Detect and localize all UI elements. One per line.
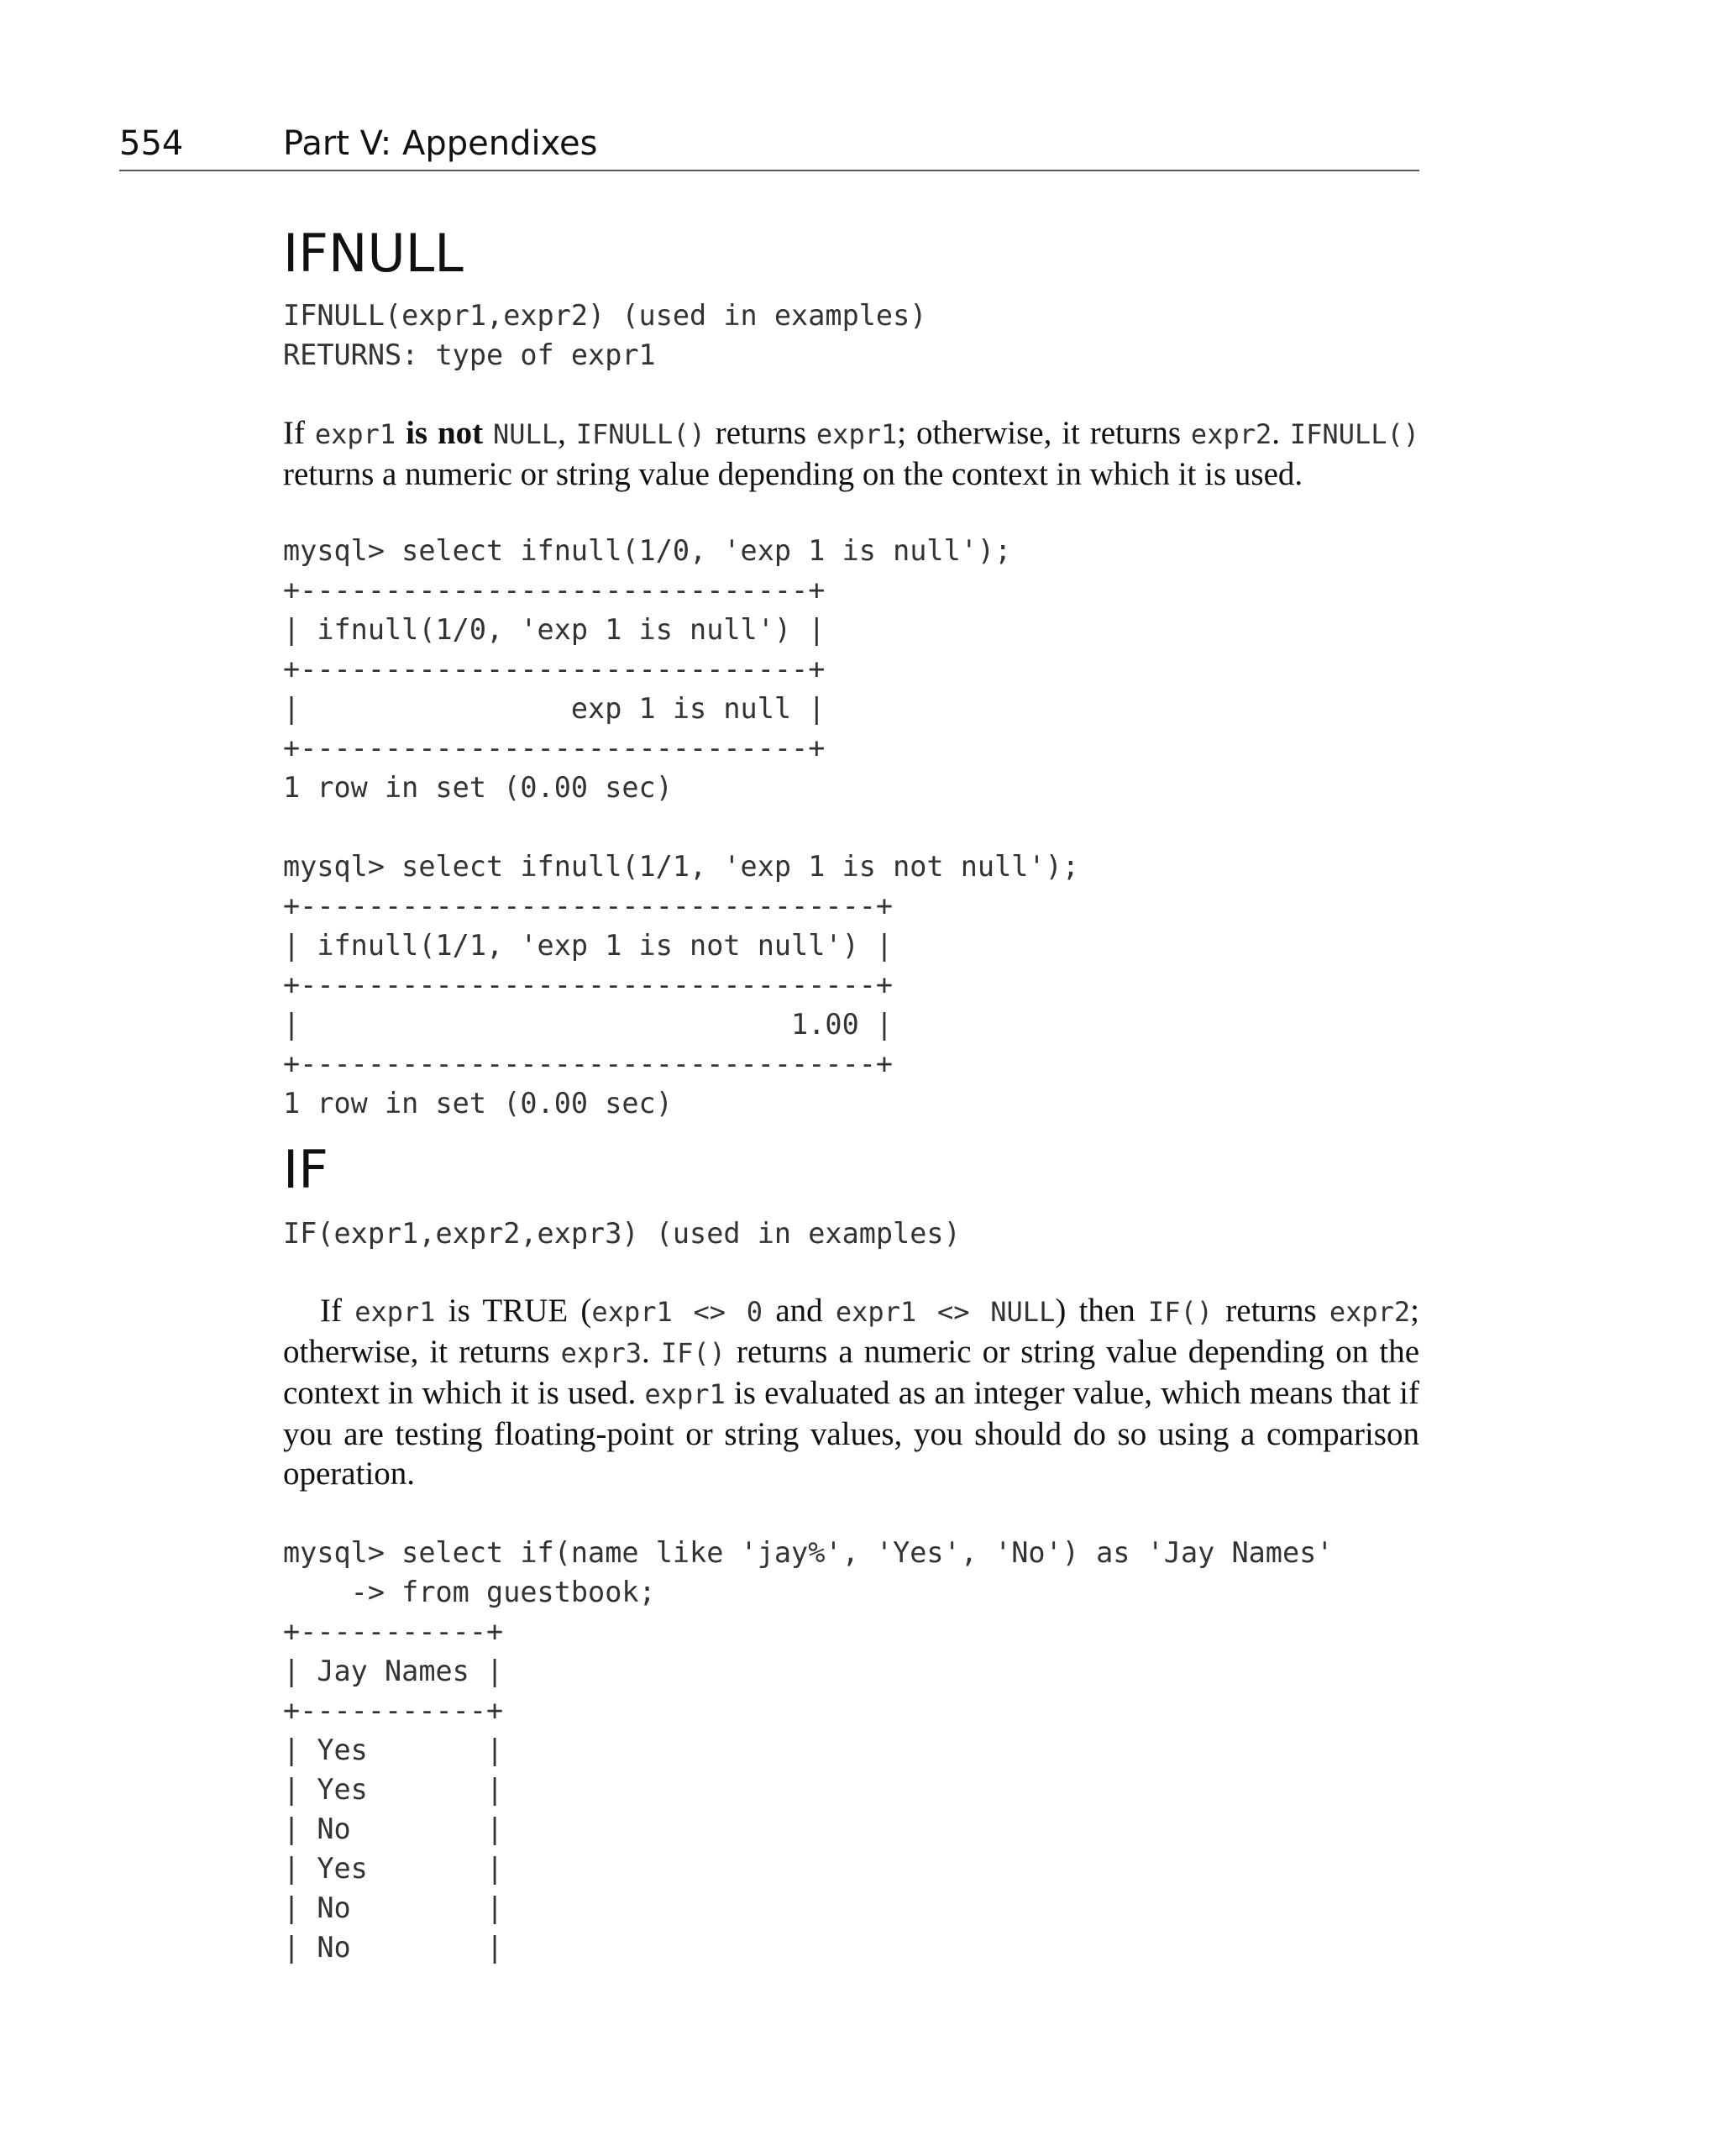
if-description: If expr1 is TRUE (expr1 <> 0 and expr1 <> NULL) then IF() returns expr2; otherwise, it returns expr3. IF() returns a numeric or string value depending on the context in which it is used. expr1 is evaluated as an integer value, which means that if you are testing floating-point or string values, you should do so using a comparison operation. (283, 1293, 1420, 1492)
ifnull-heading: IFNULL (283, 223, 464, 284)
page-content (283, 220, 1419, 1967)
ifnull-example-null: mysql> select ifnull(1/0, 'exp 1 is null'); +------------------------------+ | ifnull(1/0, 'exp 1 is null') | +------------------------------+ | exp 1 is null | +------------------------------+ 1 row in set (0.00 sec) (283, 534, 1012, 804)
ifnull-syntax: IFNULL(expr1,expr2) (used in examples) RETURNS: type of expr1 (283, 299, 927, 371)
page-number: 554 (119, 124, 184, 163)
if-heading: IF (283, 1139, 328, 1200)
if-syntax: IF(expr1,expr2,expr3) (used in examples) (283, 1217, 961, 1250)
ifnull-example-not-null: mysql> select ifnull(1/1, 'exp 1 is not null'); +----------------------------------+ | ifnull(1/1, 'exp 1 is not null') | +----------------------------------+ | 1.00 | +----------------------------------+ 1 row in set (0.00 sec) (283, 850, 1079, 1120)
part-title: Part V: Appendixes (283, 124, 598, 163)
running-head (119, 118, 1419, 171)
if-example: mysql> select if(name like 'jay%', 'Yes', 'No') as 'Jay Names' -> from guestbook; +-----------+ | Jay Names | +-----------+ | Yes | | Yes | | No | | Yes | | No | | No | (283, 1536, 1334, 1964)
ifnull-description: If expr1 is not NULL, IFNULL() returns expr1; otherwise, it returns expr2. IFNULL() returns a numeric or string value depending on the context in which it is used. (283, 415, 1420, 492)
